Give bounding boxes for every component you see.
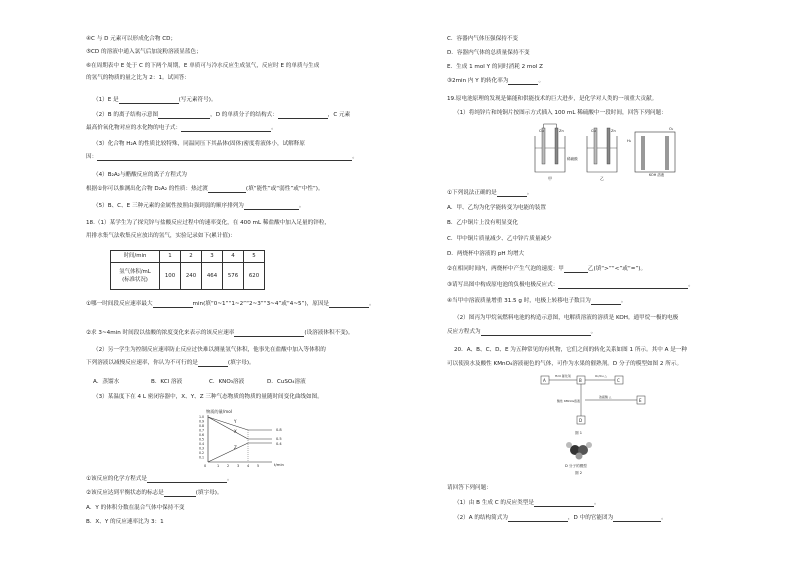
y-tick-label: 0.4	[199, 442, 205, 447]
text-line: ⑤CD 的溶液中通入氯气后加淀粉溶液显蓝色；	[86, 49, 202, 55]
cond-kmno4: 酸性 KMnO₄溶液	[557, 399, 580, 403]
x-tick-label: 2	[227, 464, 230, 468]
question-line: （1）由 B 生成 C 的反应类型是 。	[454, 500, 600, 506]
answer-blank[interactable]	[558, 282, 688, 289]
table-cell: 240	[181, 263, 202, 290]
cond-h2o: H₂O 催化剂	[555, 374, 571, 378]
curve-label-z: Z	[234, 445, 237, 450]
fig1-caption: 图 1	[575, 431, 583, 435]
cu-label: Cu	[591, 129, 596, 133]
option-line: A．Y 的体积分数在混合气体中保持不变	[86, 505, 185, 511]
right-label: 0.4	[276, 442, 282, 446]
question-line: 下列溶液以减慢反应速率，你认为不可行的是 (填字母)。	[86, 360, 255, 366]
table-cell: 1	[160, 251, 181, 263]
question-line: ③请写出图中构成原电池的负极电极反应式： 。	[447, 282, 694, 288]
label-b: B	[579, 378, 582, 383]
option-line: B．X、Y 的反应速率比为 3：1	[86, 519, 164, 525]
amount-time-graph	[194, 407, 324, 469]
text-line: 的氢气的物质的量之比为 2：1。试回答：	[86, 75, 190, 81]
y-tick-label: 0.5	[199, 437, 205, 442]
electrode-cu	[594, 128, 597, 164]
answer-blank[interactable]	[564, 266, 588, 273]
text-line: （2）另一学生为控制反应速率防止反应过快难以测量氢气体积，他事先在盐酸中加入等体积的	[93, 347, 326, 353]
option-line: E．生成 1 mol Y 的同时消耗 2 mol Z	[447, 64, 543, 70]
curve-label-x: X	[234, 429, 237, 434]
text-line: （3）化合物 H₂A 的性质比较特殊，同温同压下其晶体(固体)密度将液体小，试解释原	[93, 141, 305, 147]
atom	[566, 442, 572, 448]
h2-label: H₂	[627, 139, 632, 143]
table-header: 时间/min	[111, 251, 160, 263]
question-line: （2）B 的离子结构示意图 ，D 的单质分子的结构式： ，C 元素	[93, 112, 351, 118]
text-line: （2）图丙为甲烷氧燃料电池的构造示意图，电解质溶液的溶质是 KOH。通甲烷一极的电极	[454, 315, 679, 321]
yi-label: 乙	[600, 176, 604, 181]
y-tick-label: 0.8	[199, 424, 205, 429]
text-line: ④C 与 D 元素可以形成化合物 CD；	[86, 36, 177, 42]
table-cell: 464	[202, 263, 223, 290]
electrode-cu	[542, 128, 545, 164]
answer-blank[interactable]	[329, 301, 369, 308]
question-line: ①哪一时间段反应速率最大 min(填“0~1”“1~2”“2~3”“3~4”或“4~5”)，原因是 。	[86, 301, 375, 307]
x-tick-label: 5	[257, 464, 260, 468]
electrode-a	[641, 136, 645, 170]
fig2-caption: 图 2	[575, 471, 583, 475]
answer-blank[interactable]	[158, 112, 210, 119]
text-line: （4）B₂A₂与醋酸反应的离子方程式为	[93, 172, 188, 178]
zn-label: Zn	[611, 129, 616, 133]
answer-blank[interactable]	[508, 515, 568, 522]
rate-table	[110, 250, 265, 290]
answer-blank[interactable]	[508, 78, 538, 85]
beaker-jia	[535, 136, 565, 172]
right-label: 0.5	[276, 437, 282, 441]
graph-origin: 0	[204, 464, 207, 468]
o2-label: O₂	[669, 127, 674, 131]
text-line: 请回答下列问题：	[447, 485, 492, 491]
question-line: 最高价氧化物对应的水化物的电子式： 。	[86, 125, 277, 131]
fig2-caption: D 分子的模型	[565, 464, 587, 468]
x-tick-label: 3	[237, 464, 240, 468]
answer-blank[interactable]	[198, 360, 228, 367]
electrode-zn	[555, 128, 558, 164]
option-line: B．乙中铜片上没有明显变化	[447, 220, 518, 226]
option-row	[86, 379, 306, 386]
question-line: 因： 。	[86, 154, 358, 160]
question-line: ②在相同时间内，两烧杯中产生气泡的速度：甲 乙(填“>”“<”或“=”)。	[447, 266, 647, 272]
table-cell: 3	[202, 251, 223, 263]
beaker-yi	[587, 136, 617, 172]
text-line: （3）某温度下在 4 L 密闭容器中，X、Y、Z 三种气态物质的物质的量随时间变化曲线如图。	[93, 394, 323, 400]
label-e: E	[639, 398, 642, 403]
cu-label: Cu	[539, 129, 544, 133]
table-cell: 620	[244, 263, 265, 290]
question-line: ①该反应的化学方程式是 。	[86, 476, 233, 482]
question-line: 根据①你可以推测出化合物 D₂A₂ 的性质：热过渡 (填“能性”或“弱性”或“中性”)。	[86, 186, 324, 192]
option-line: A．甲、乙均为化学能转变为电能的装置	[447, 205, 546, 211]
answer-blank[interactable]	[534, 500, 594, 507]
text-line: 19.原电池原理的发现是储能和供能技术的巨大进步，是化学对人类的一项重大贡献。	[447, 96, 658, 102]
question-line: ②该反应达到平衡状态的标志是 (填字母)。	[86, 490, 223, 496]
answer-blank[interactable]	[613, 515, 661, 522]
option-d[interactable]: D．CuSO₄溶液	[267, 379, 306, 385]
table-row	[111, 251, 265, 263]
x-tick-labels	[217, 464, 259, 468]
curve-label-y: Y	[234, 419, 237, 424]
atom	[586, 442, 592, 448]
option-c[interactable]: C．KNO₃溶液	[209, 379, 245, 385]
answer-blank[interactable]	[481, 329, 591, 336]
option-b[interactable]: B．KCl 溶液	[151, 379, 183, 385]
jia-label: 甲	[548, 176, 552, 181]
cond-cu: O₂/Cu △	[595, 374, 607, 378]
answer-blank[interactable]	[147, 476, 227, 483]
answer-blank[interactable]	[497, 190, 527, 197]
text-line: （1）将纯锌片和纯铜片按图示方式插入 100 mL 稀硫酸中一段时间，回答下列问题：	[454, 110, 667, 116]
question-line: 反应方程式为 。	[447, 329, 597, 335]
question-line: （1）E 是 (写元素符号)。	[93, 97, 217, 103]
option-line: D．两烧杯中溶液的 pH 均增大	[447, 251, 525, 257]
answer-blank[interactable]	[234, 330, 304, 337]
option-line: D．容器内气体的总质量保持不变	[447, 50, 530, 56]
right-label: 0.8	[276, 428, 282, 432]
text-line: ⑥在周期表中 E 处于 C 的下两个周期，E 单质可与冷水反应生成氢气，反应时 E 的单质与生成	[86, 63, 320, 69]
table-row	[111, 263, 265, 290]
wire	[544, 124, 557, 128]
y-tick-label: 0.1	[199, 455, 205, 460]
option-line: C．甲中铜片质量减少、乙中锌片质量减少	[447, 236, 552, 242]
text-line: 用排水集气法收集反应放出的氢气，实验记录如下(累计值)：	[86, 233, 236, 239]
table-header: 氢气体积/mL (标准状况)	[111, 263, 160, 290]
table-cell: 5	[244, 251, 265, 263]
atom	[576, 453, 583, 460]
label-c: C	[617, 378, 620, 383]
galvanic-cells-figure	[531, 122, 681, 186]
y-tick-label: 1.0	[199, 415, 205, 420]
cond-h2so4: 浓硫酸 △	[599, 395, 612, 399]
koh-label: KOH 溶液	[649, 173, 665, 177]
graph-x-title: t/min	[274, 462, 284, 467]
question-line: ①下列说法正确的是 。	[447, 190, 533, 196]
x-tick-label: 4	[247, 464, 250, 468]
answer-blank[interactable]	[278, 112, 328, 119]
curve-z	[208, 443, 248, 462]
answer-blank[interactable]	[591, 298, 621, 305]
zn-label: Zn	[559, 129, 564, 133]
option-line: C．容器内气体压强保持不变	[447, 36, 519, 42]
answer-blank[interactable]	[164, 490, 196, 497]
label-d: D	[579, 418, 583, 423]
x-tick-label: 1	[217, 464, 220, 468]
question-line: （5）B、C、E 三种元素的金属性按照由强到弱的顺序排列为 。	[93, 203, 305, 209]
answer-blank[interactable]	[119, 97, 179, 104]
electrode-b	[665, 136, 669, 170]
organic-flow-figure	[539, 372, 659, 478]
answer-blank[interactable]	[153, 301, 193, 308]
question-line: （2）A 的结构简式为 ，D 中的官能团为 。	[454, 515, 667, 521]
table-cell: 576	[223, 263, 244, 290]
label-a: A	[543, 378, 546, 383]
option-a[interactable]: A．蒸馏水	[93, 379, 120, 385]
y-tick-label: 0.7	[199, 428, 205, 433]
electrode-zn	[607, 128, 610, 164]
text-line: 20．A、B、C、D、E 为五种常见的有机物，它们之间的转化关系如图 1 所示。其中 A 是一种	[454, 347, 687, 353]
table-cell: 4	[223, 251, 244, 263]
answer-blank[interactable]	[244, 203, 299, 210]
y-tick-label: 0.9	[199, 419, 205, 424]
question-line: ②求 3~4min 时间段以盐酸的浓度变化来表示的该反应速率 (设溶液体积不变)。	[86, 330, 354, 336]
y-tick-label: 0.6	[199, 433, 205, 438]
answer-blank[interactable]	[181, 125, 271, 132]
question-line: ③2min 内 Y 的转化率为 。	[447, 78, 545, 84]
question-line: ④当甲中溶液质量增重 31.5 g 时，电极上转移电子数目为 。	[447, 298, 627, 304]
acid-label: 稀硫酸	[567, 157, 578, 161]
y-tick-label: 0.2	[199, 451, 205, 456]
table-cell: 100	[160, 263, 181, 290]
table-cell: 2	[181, 251, 202, 263]
answer-blank[interactable]	[97, 154, 352, 161]
text-line: 18.（1）某学生为了探究锌与盐酸反应过程中的速率变化，在 400 mL 稀盐酸中加入足量的锌粒，	[86, 220, 331, 226]
y-tick-labels	[199, 415, 204, 460]
text-line: 可以使溴水及酸性 KMnO₄溶液褪色的气体，可作为水果的催熟剂。D 分子的模型如图 2 所示。	[447, 361, 683, 367]
answer-blank[interactable]	[208, 186, 246, 193]
y-tick-label: 0.3	[199, 446, 205, 451]
graph-y-title: 物质的量/mol	[206, 409, 232, 414]
